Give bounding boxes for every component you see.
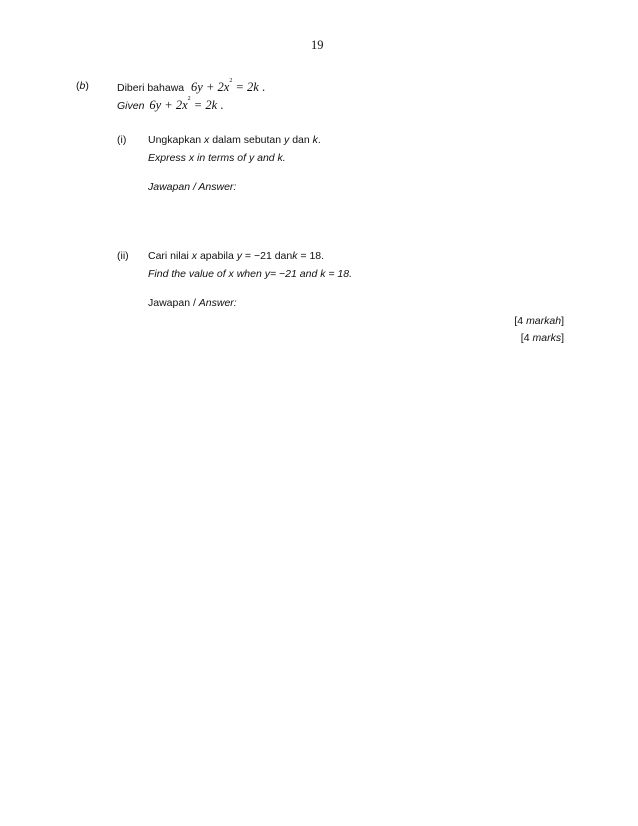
q1-malay xyxy=(148,134,321,146)
q2-answer-malay: Jawapan xyxy=(148,297,191,309)
q2-malay-b: apabila xyxy=(199,250,234,262)
part-label-close: ) xyxy=(85,80,89,92)
marks-malay-word: markah xyxy=(526,315,562,327)
intro-malay xyxy=(117,80,265,95)
page-number: 19 xyxy=(311,38,324,52)
q2-malay-d: = 18. xyxy=(300,250,325,262)
eq-rhs: = 2k xyxy=(193,98,218,112)
eq-term-6y: 6y xyxy=(191,80,203,94)
part-label-letter: b xyxy=(79,80,86,92)
q2-var-x: x xyxy=(191,250,198,262)
marks-malay-close: ] xyxy=(561,315,564,327)
q1-malay-b: dalam sebutan xyxy=(212,134,282,146)
part-label xyxy=(76,80,89,92)
eq-rhs: = 2k xyxy=(235,80,259,94)
q2-answer-english: Answer: xyxy=(198,297,237,309)
q1-malay-a: Ungkapkan xyxy=(148,134,202,146)
q2-answer-sep: / xyxy=(190,297,199,309)
intro-english xyxy=(117,98,223,113)
part-label-open: ( xyxy=(76,80,80,92)
marks-english-word: marks xyxy=(532,332,562,344)
equation-english xyxy=(149,98,223,112)
q2-malay-c: = −21 dan xyxy=(244,250,293,262)
eq-exponent: 2 xyxy=(187,96,191,102)
q1-period: . xyxy=(317,134,321,146)
q1-var-k: k xyxy=(312,134,318,146)
intro-english-text: Given xyxy=(117,100,145,112)
eq-term-6y: 6y xyxy=(149,98,162,112)
q2-answer-label xyxy=(148,297,237,309)
q2-english: Find the value of x when y= −21 and k = 18. xyxy=(148,268,353,280)
q1-var-x: x xyxy=(204,134,210,146)
intro-malay-text: Diberi bahawa xyxy=(117,82,185,94)
eq-period: . xyxy=(261,80,266,94)
eq-exponent: 2 xyxy=(229,78,233,84)
q1-label: (i) xyxy=(117,134,127,146)
q2-var-k: k xyxy=(292,250,298,262)
marks-english-close: ] xyxy=(561,332,564,344)
q2-var-y: y xyxy=(236,250,242,262)
q2-label: (ii) xyxy=(117,250,129,262)
q2-malay xyxy=(148,250,324,262)
q1-malay-c: dan xyxy=(292,134,310,146)
marks-malay-open: [4 xyxy=(514,315,524,327)
marks-english xyxy=(521,332,564,344)
marks-english-open: [4 xyxy=(520,332,530,344)
q2-malay-a: Cari nilai xyxy=(148,250,189,262)
q1-answer-label: Jawapan / Answer: xyxy=(148,181,237,193)
eq-term-2x: + 2x xyxy=(164,98,188,112)
eq-period: . xyxy=(220,98,224,112)
q1-var-y: y xyxy=(284,134,290,146)
equation-malay xyxy=(191,80,265,94)
eq-term-2x: + 2x xyxy=(205,80,230,94)
q1-english: Express x in terms of y and k. xyxy=(148,152,286,164)
marks-malay xyxy=(514,315,564,327)
